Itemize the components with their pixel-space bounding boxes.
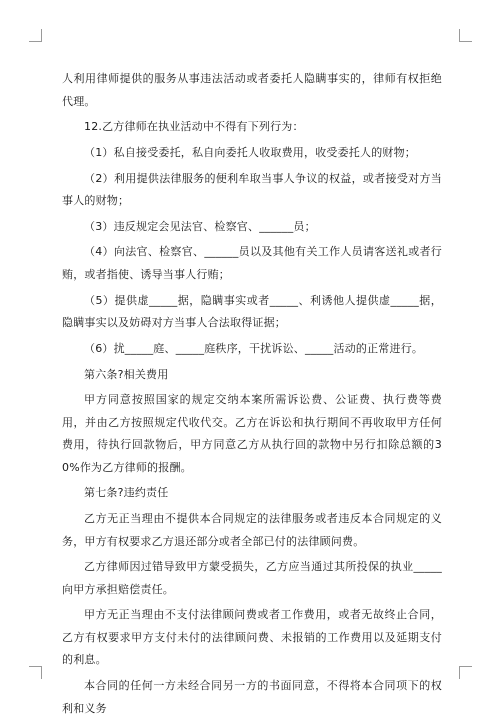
list-item-2: （2）利用提供法律服务的便利牟取当事人争议的权益，或者接受对方当事人的财物；	[62, 171, 442, 208]
paragraph-continuation: 人利用律师提供的服务从事违法活动或者委托人隐瞒事实的，律师有权拒绝代理。	[62, 72, 442, 108]
list-item-6: （6）扰_____庭、_____庭秩序，干扰诉讼、_____活动的正常进行。	[84, 341, 424, 355]
clause-12-heading: 12.乙方律师在执业活动中不得有下列行为：	[84, 120, 304, 134]
crop-mark-bottom-right	[459, 666, 472, 679]
article-7-paragraph-1: 乙方无正当理由不提供本合同规定的法律服务或者违反本合同规定的义务，甲方有权要求乙方退还部分或者全部已付的法律顾问费。	[62, 512, 442, 548]
article-6-heading: 第六条?相关费用	[84, 367, 169, 381]
list-item-1: （1）私自接受委托，私自向委托人收取费用，收受委托人的财物；	[84, 145, 416, 159]
article-7-heading: 第七条?违约责任	[84, 486, 169, 500]
crop-mark-bottom-left	[29, 666, 42, 679]
article-7-paragraph-2: 乙方律师因过错导致甲方蒙受损失，乙方应当通过其所投保的执业_____向甲方承担赔偿责任。	[62, 560, 442, 596]
list-item-5: （5）提供虚_____据，隐瞒事实或者_____、利诱他人提供虚_____据，隐瞒事实以及妨碍对方当事人合法取得证据；	[62, 293, 442, 330]
article-6-body: 甲方同意按照国家的规定交纳本案所需诉讼费、公证费、执行费等费用，并由乙方按照规定代收代交。乙方在诉讼和执行期间不再收取甲方任何费用，待执行回款物后，甲方同意乙方从执行回的款物中另行扣除总额的30%作为乙方律师的报酬。	[62, 393, 442, 474]
list-item-4: （4）向法官、检察官、______员以及其他有关工作人员请客送礼或者行贿，或者指使、诱导当事人行贿；	[62, 245, 442, 281]
article-7-paragraph-4: 本合同的任何一方未经合同另一方的书面同意，不得将本合同项下的权利和义务	[62, 679, 442, 715]
list-item-3: （3）违反规定会见法官、检察官、______员；	[84, 219, 316, 233]
article-7-paragraph-3: 甲方无正当理由不支付法律顾问费或者工作费用，或者无故终止合同，乙方有权要求甲方支付未付的法律顾问费、未报销的工作费用以及延期支付的利息。	[62, 608, 442, 667]
crop-mark-top-right	[459, 29, 472, 42]
document-body	[62, 68, 442, 723]
crop-mark-top-left	[29, 29, 42, 42]
